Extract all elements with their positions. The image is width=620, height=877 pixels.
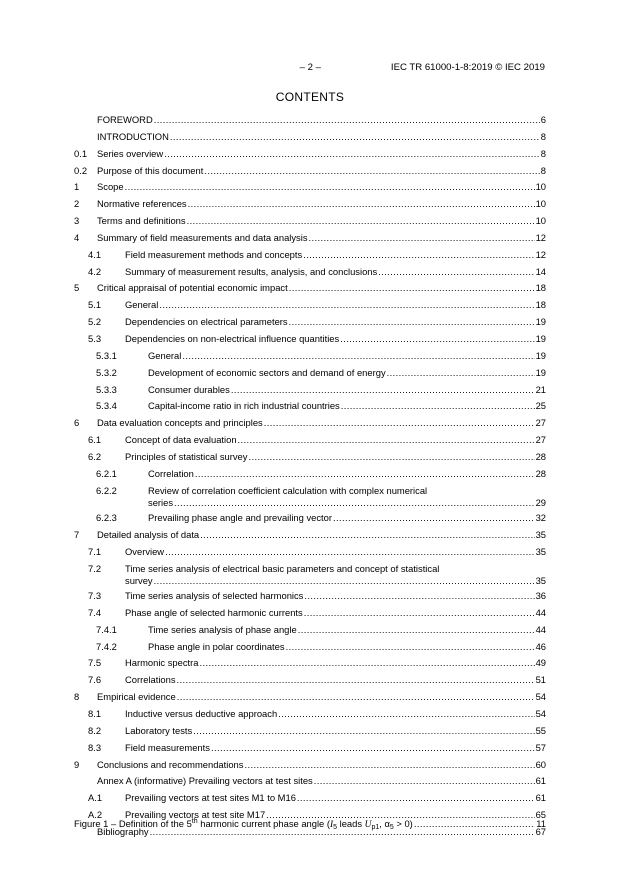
toc-entry-page: 35 bbox=[535, 574, 546, 586]
toc-entry-number: 4.2 bbox=[88, 265, 102, 277]
toc-entry[interactable] bbox=[74, 230, 546, 247]
dot-leader bbox=[154, 114, 540, 125]
toc-entry-title: FOREWORD bbox=[97, 114, 153, 125]
toc-entry[interactable] bbox=[74, 773, 546, 790]
toc-entry-title: Dependencies on electrical parameters bbox=[125, 316, 288, 328]
toc-entry-title: Prevailing vectors at test site M17 bbox=[125, 809, 266, 821]
toc-entry-page: 28 bbox=[535, 450, 546, 462]
dot-leader bbox=[289, 316, 535, 327]
dot-leader bbox=[211, 742, 535, 753]
toc-entry-number: 0.2 bbox=[74, 164, 88, 176]
figure-entry-page: 11 bbox=[536, 818, 546, 829]
toc-entry-number: 7.6 bbox=[88, 674, 102, 686]
toc-entry[interactable] bbox=[74, 331, 546, 348]
toc-entry-number: 5.2 bbox=[88, 316, 102, 328]
toc-entry-title: Normative references bbox=[97, 198, 187, 210]
dot-leader bbox=[174, 497, 535, 508]
toc-entry-number: 7.4.1 bbox=[96, 623, 117, 635]
contents-title: CONTENTS bbox=[275, 90, 345, 104]
dot-leader bbox=[341, 400, 535, 411]
dot-leader bbox=[188, 198, 535, 209]
toc-entry-title: Time series analysis of electrical basic parameters and concept of statistical bbox=[125, 562, 440, 574]
toc-entry-page: 44 bbox=[535, 623, 546, 635]
toc-entry-page: 28 bbox=[535, 467, 546, 479]
toc-entry[interactable] bbox=[74, 588, 546, 605]
toc-entry-title: Field measurements bbox=[125, 741, 210, 753]
toc-entry-page: 36 bbox=[535, 590, 546, 602]
dot-leader bbox=[164, 148, 540, 159]
figure-entry-text: Figure 1 – Definition of the 5th harmonic current phase angle ($I_5$ leads $U_{p1}$, $\alpha_5 > 0$) bbox=[74, 818, 413, 831]
toc-entry[interactable] bbox=[74, 112, 546, 129]
dot-leader bbox=[193, 725, 534, 736]
dot-leader bbox=[177, 674, 535, 685]
toc-entry[interactable] bbox=[74, 179, 546, 196]
dot-leader bbox=[199, 657, 534, 668]
dot-leader bbox=[248, 451, 534, 462]
toc-entry-title-continued: series bbox=[148, 496, 174, 508]
toc-entry-page: 6 bbox=[540, 114, 546, 125]
dot-leader bbox=[170, 131, 540, 142]
dot-leader bbox=[289, 282, 535, 293]
toc-entry-page: 8 bbox=[540, 147, 546, 159]
toc-entry-title: Data evaluation concepts and principles bbox=[97, 417, 263, 429]
toc-entry-number: 5.3.3 bbox=[96, 383, 117, 395]
toc-entry-page: 51 bbox=[535, 674, 546, 686]
dot-leader bbox=[244, 759, 534, 770]
dot-leader bbox=[340, 333, 534, 344]
toc-entry-page: 19 bbox=[535, 349, 546, 361]
toc-entry-title: Conclusions and recommendations bbox=[97, 758, 244, 770]
toc-entry[interactable] bbox=[74, 348, 546, 365]
dot-leader bbox=[238, 434, 535, 445]
toc-entry-title: Series overview bbox=[97, 147, 164, 159]
toc-entry-number: 7.4.2 bbox=[96, 640, 117, 652]
toc-entry-page: 18 bbox=[535, 282, 546, 294]
dot-leader bbox=[333, 512, 535, 523]
toc-entry[interactable] bbox=[74, 146, 546, 163]
toc-entry-page: 54 bbox=[535, 708, 546, 719]
toc-entry-title: Harmonic spectra bbox=[125, 657, 199, 669]
toc-entry-number: 2 bbox=[74, 198, 80, 210]
toc-entry-page: 8 bbox=[540, 130, 546, 142]
toc-entry-number: 1 bbox=[74, 181, 80, 193]
toc-entry-title: Empirical evidence bbox=[97, 691, 176, 703]
toc-entry-number: 8.1 bbox=[88, 708, 102, 719]
toc-entry[interactable] bbox=[74, 605, 546, 622]
toc-entry[interactable] bbox=[74, 483, 546, 511]
toc-entry[interactable] bbox=[74, 449, 546, 466]
toc-entry-page: 35 bbox=[535, 528, 546, 540]
toc-entry-title: Overview bbox=[125, 545, 165, 557]
toc-entry[interactable] bbox=[74, 740, 546, 757]
toc-entry-title: Consumer durables bbox=[148, 383, 230, 395]
toc-entry-page: 10 bbox=[535, 198, 546, 210]
toc-entry-number: 5.3 bbox=[88, 332, 102, 344]
dot-leader bbox=[314, 775, 535, 786]
toc-entry-title: Bibliography bbox=[97, 825, 149, 837]
toc-entry-number: A.2 bbox=[88, 809, 103, 821]
toc-entry[interactable] bbox=[74, 527, 546, 544]
toc-entry[interactable] bbox=[74, 365, 546, 382]
toc-entry-number: 3 bbox=[74, 215, 80, 227]
toc-entry-number: 7.3 bbox=[88, 590, 102, 602]
toc-entry-title: General bbox=[148, 349, 182, 361]
toc-entry-title: Field measurement methods and concepts bbox=[125, 248, 303, 260]
dot-leader bbox=[177, 691, 535, 702]
toc-entry-page: 55 bbox=[535, 724, 546, 736]
dot-leader bbox=[304, 590, 534, 601]
dot-leader bbox=[378, 266, 534, 277]
toc-entry-page: 35 bbox=[535, 545, 546, 557]
toc-entry[interactable] bbox=[74, 280, 546, 297]
toc-entry[interactable] bbox=[74, 398, 546, 415]
toc-entry-title: Development of economic sectors and demand of energy bbox=[148, 366, 386, 378]
toc-entry-number: 6.2.2 bbox=[96, 484, 117, 496]
toc-entry-page: 67 bbox=[535, 825, 546, 837]
toc-entry-title: Phase angle in polar coordinates bbox=[148, 640, 285, 652]
toc-entry[interactable] bbox=[74, 544, 546, 561]
toc-entry[interactable] bbox=[74, 689, 546, 706]
toc-entry[interactable] bbox=[74, 723, 546, 740]
toc-entry-title: Inductive versus deductive approach bbox=[125, 708, 278, 719]
toc-entry[interactable] bbox=[74, 561, 546, 589]
toc-entry-number: 4.1 bbox=[88, 248, 102, 260]
toc-entry-page: 60 bbox=[535, 758, 546, 770]
dot-leader bbox=[231, 384, 535, 395]
dot-leader bbox=[304, 607, 535, 618]
toc-entry-title: INTRODUCTION bbox=[97, 130, 169, 142]
dot-leader bbox=[195, 468, 535, 479]
toc-entry-title: Capital-income ratio in rich industrial countries bbox=[148, 400, 340, 412]
toc-entry[interactable] bbox=[74, 415, 546, 432]
list-of-figures-entry[interactable] bbox=[74, 818, 546, 831]
toc-entry-title-continued: survey bbox=[125, 574, 153, 586]
toc-entry-title: Annex A (informative) Prevailing vectors at test sites bbox=[97, 775, 313, 787]
dot-leader bbox=[264, 417, 535, 428]
toc-entry-number: 8.2 bbox=[88, 724, 102, 736]
dot-leader bbox=[297, 792, 535, 803]
toc-entry-number: 5 bbox=[74, 282, 80, 294]
dot-leader bbox=[298, 624, 535, 635]
toc-entry-number: 8 bbox=[74, 691, 80, 703]
toc-entry[interactable] bbox=[74, 264, 546, 281]
dot-leader bbox=[387, 367, 535, 378]
toc-entry-title: Prevailing vectors at test sites M1 to M16 bbox=[125, 792, 296, 804]
toc-entry-title: Concept of data evaluation bbox=[125, 434, 237, 446]
toc-entry[interactable] bbox=[74, 382, 546, 399]
toc-entry-title: Time series analysis of phase angle bbox=[148, 623, 297, 635]
toc-entry-number: 5.3.2 bbox=[96, 366, 117, 378]
toc-entry-page: 65 bbox=[535, 809, 546, 821]
toc-entry[interactable] bbox=[74, 196, 546, 213]
toc-entry[interactable] bbox=[74, 466, 546, 483]
toc-entry-title: Detailed analysis of data bbox=[97, 528, 200, 540]
toc-entry-page: 25 bbox=[535, 400, 546, 412]
toc-entry-title: Prevailing phase angle and prevailing vector bbox=[148, 512, 332, 524]
toc-entry-title: Review of correlation coefficient calculation with complex numerical bbox=[148, 484, 428, 496]
toc-entry-page: 46 bbox=[535, 640, 546, 652]
toc-entry-number: 8.3 bbox=[88, 741, 102, 753]
toc-entry-number: 7.2 bbox=[88, 562, 102, 574]
toc-entry-title: Summary of measurement results, analysis, and conclusions bbox=[125, 265, 378, 277]
toc-entry-page: 61 bbox=[535, 775, 546, 787]
dot-leader bbox=[125, 181, 535, 192]
toc-entry-number: 6.2.1 bbox=[96, 467, 117, 479]
toc-entry-number: 6.2 bbox=[88, 450, 102, 462]
standard-designation: IEC TR 61000-1-8:2019 © IEC 2019 bbox=[390, 62, 545, 73]
dot-leader bbox=[159, 299, 534, 310]
toc-entry-number: 7.1 bbox=[88, 545, 102, 557]
toc-entry-title: Time series analysis of selected harmonics bbox=[125, 590, 304, 602]
toc-entry[interactable] bbox=[74, 672, 546, 689]
toc-entry-number: 6.1 bbox=[88, 434, 102, 446]
dot-leader bbox=[182, 350, 534, 361]
toc-entry-number: 6 bbox=[74, 417, 80, 429]
toc-entry-page: 12 bbox=[535, 231, 546, 243]
dot-leader bbox=[278, 708, 534, 719]
toc-entry-title: Dependencies on non-electrical influence quantities bbox=[125, 332, 340, 344]
toc-entry-page: 14 bbox=[535, 265, 546, 277]
toc-entry-number: 6.2.3 bbox=[96, 512, 117, 524]
toc-entry-page: 32 bbox=[535, 512, 546, 524]
toc-entry-title: Critical appraisal of potential economic impact bbox=[97, 282, 288, 294]
toc-entry[interactable] bbox=[74, 314, 546, 331]
toc-entry[interactable] bbox=[74, 510, 546, 527]
toc-entry-page: 19 bbox=[535, 316, 546, 328]
toc-entry-title: Terms and definitions bbox=[97, 215, 186, 227]
toc-entry-title: Purpose of this document bbox=[97, 164, 204, 176]
dot-leader bbox=[204, 165, 539, 176]
toc-entry-title: General bbox=[125, 299, 159, 311]
dot-leader bbox=[414, 818, 535, 829]
toc-entry-title: Correlation bbox=[148, 467, 194, 479]
toc-entry-number: 5.1 bbox=[88, 299, 102, 311]
toc-entry-page: 12 bbox=[535, 248, 546, 260]
dot-leader bbox=[165, 546, 534, 557]
toc-entry-page: 10 bbox=[535, 181, 546, 193]
dot-leader bbox=[187, 215, 535, 226]
toc-entry[interactable] bbox=[74, 297, 546, 314]
dot-leader bbox=[154, 575, 535, 586]
toc-entry-title: Laboratory tests bbox=[125, 724, 193, 736]
toc-entry[interactable] bbox=[74, 622, 546, 639]
toc-entry-page: 44 bbox=[535, 606, 546, 618]
toc-entry-page: 61 bbox=[535, 792, 546, 804]
toc-entry[interactable] bbox=[74, 757, 546, 774]
dot-leader bbox=[309, 232, 535, 243]
table-of-contents bbox=[74, 112, 546, 841]
toc-entry-title: Scope bbox=[97, 181, 124, 193]
toc-entry-number: A.1 bbox=[88, 792, 103, 804]
toc-entry-number: 5.3.4 bbox=[96, 400, 117, 412]
toc-entry-page: 54 bbox=[535, 691, 546, 703]
toc-entry-page: 29 bbox=[535, 496, 546, 508]
toc-entry[interactable] bbox=[74, 706, 546, 723]
toc-entry-page: 27 bbox=[535, 417, 546, 429]
toc-entry-number: 7 bbox=[74, 528, 80, 540]
toc-entry[interactable] bbox=[74, 213, 546, 230]
toc-entry-page: 19 bbox=[535, 366, 546, 378]
toc-entry-number: 4 bbox=[74, 231, 80, 243]
toc-entry-page: 10 bbox=[535, 215, 546, 227]
toc-entry-title: Phase angle of selected harmonic currents bbox=[125, 606, 303, 618]
toc-entry-number: 7.5 bbox=[88, 657, 102, 669]
toc-entry[interactable] bbox=[74, 129, 546, 146]
toc-entry[interactable] bbox=[74, 247, 546, 264]
toc-entry[interactable] bbox=[74, 432, 546, 449]
toc-entry[interactable] bbox=[74, 163, 546, 180]
toc-entry-page: 49 bbox=[535, 657, 546, 669]
toc-entry[interactable] bbox=[74, 655, 546, 672]
toc-entry-number: 9 bbox=[74, 758, 80, 770]
toc-entry-title: Summary of field measurements and data analysis bbox=[97, 231, 308, 243]
toc-entry-page: 19 bbox=[535, 332, 546, 344]
toc-entry-page: 18 bbox=[535, 299, 546, 311]
dot-leader bbox=[200, 529, 534, 540]
dot-leader bbox=[303, 249, 534, 260]
toc-entry-number: 0.1 bbox=[74, 147, 88, 159]
toc-entry-title: Principles of statistical survey bbox=[125, 450, 248, 462]
toc-entry-page: 8 bbox=[540, 164, 546, 176]
page-number: – 2 – bbox=[299, 62, 321, 73]
toc-entry-number: 7.4 bbox=[88, 606, 102, 618]
toc-entry[interactable] bbox=[74, 790, 546, 807]
toc-entry-page: 57 bbox=[535, 741, 546, 753]
toc-entry[interactable] bbox=[74, 639, 546, 656]
toc-entry-page: 27 bbox=[535, 434, 546, 446]
toc-entry-title: Correlations bbox=[125, 674, 176, 686]
toc-entry-number: 5.3.1 bbox=[96, 349, 117, 361]
toc-entry-page: 21 bbox=[535, 383, 546, 395]
dot-leader bbox=[286, 641, 535, 652]
